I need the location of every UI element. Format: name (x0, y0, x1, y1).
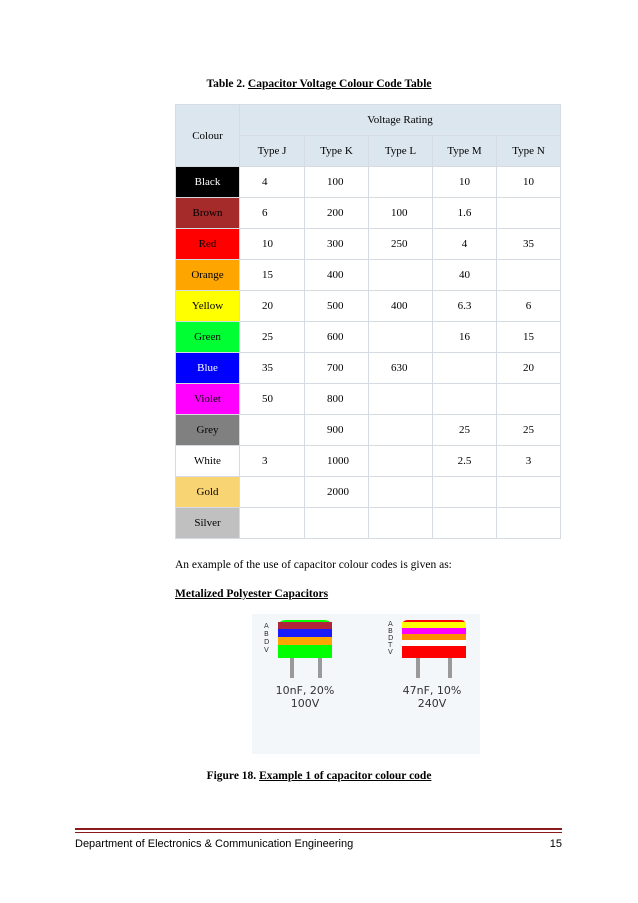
cap2-letter: A (388, 620, 393, 628)
cap1-letter: B (264, 630, 269, 638)
cap2-lead (448, 658, 452, 678)
cap2-band (402, 628, 466, 634)
footer-rule (75, 828, 562, 830)
footer-rule (75, 832, 562, 833)
colour-code-table (175, 104, 561, 539)
value-cell: 6 (497, 291, 561, 322)
value-cell: 700 (305, 353, 369, 384)
value-cell (369, 446, 433, 477)
value-cell: 15 (240, 260, 305, 291)
table-caption (0, 78, 638, 90)
value-cell: 10 (240, 229, 305, 260)
value-cell: 10 (433, 167, 497, 198)
cap1-letter: D (264, 638, 270, 646)
table-row (176, 322, 561, 353)
value-cell (369, 167, 433, 198)
cap2-voltage-label: 240V (417, 697, 447, 710)
value-cell (497, 477, 561, 508)
value-cell: 630 (369, 353, 433, 384)
value-cell (369, 508, 433, 539)
cap1-letter: V (264, 646, 269, 654)
value-cell: 2.5 (433, 446, 497, 477)
table-row (176, 353, 561, 384)
value-cell: 1000 (305, 446, 369, 477)
figure-caption (0, 770, 638, 782)
cap1-lead (290, 658, 294, 678)
value-cell: 2000 (305, 477, 369, 508)
table-row (176, 508, 561, 539)
value-cell (369, 384, 433, 415)
cap1-band (278, 622, 332, 629)
value-cell: 200 (305, 198, 369, 229)
value-cell: 1.6 (433, 198, 497, 229)
value-cell: 4 (240, 167, 305, 198)
cap2-band (402, 634, 466, 640)
colour-cell: Silver (176, 508, 240, 539)
value-cell: 400 (369, 291, 433, 322)
table-row (176, 446, 561, 477)
value-cell: 20 (240, 291, 305, 322)
value-cell: 50 (240, 384, 305, 415)
figure-caption-prefix: Figure 18. (206, 770, 260, 782)
value-cell: 40 (433, 260, 497, 291)
cap2-band (402, 622, 466, 628)
value-cell: 500 (305, 291, 369, 322)
cap2-value-label: 47nF, 10% (402, 684, 462, 697)
colour-cell: Brown (176, 198, 240, 229)
type-header: Type K (305, 136, 369, 167)
value-cell (240, 477, 305, 508)
type-header: Type L (369, 136, 433, 167)
value-cell: 35 (497, 229, 561, 260)
colour-header: Colour (176, 105, 240, 167)
value-cell: 35 (240, 353, 305, 384)
table-row (176, 415, 561, 446)
cap1-lead (318, 658, 322, 678)
value-cell: 250 (369, 229, 433, 260)
colour-cell: Orange (176, 260, 240, 291)
table-row (176, 291, 561, 322)
table-row (176, 198, 561, 229)
type-header: Type M (433, 136, 497, 167)
value-cell (497, 260, 561, 291)
value-cell (497, 384, 561, 415)
value-cell: 25 (497, 415, 561, 446)
cap1-band (278, 645, 332, 658)
example-text: An example of the use of capacitor colour codes is given as: (175, 559, 452, 571)
colour-cell: Yellow (176, 291, 240, 322)
colour-cell: White (176, 446, 240, 477)
cap2-band (402, 640, 466, 646)
voltage-rating-header: Voltage Rating (240, 105, 561, 136)
value-cell: 6 (240, 198, 305, 229)
table-row (176, 260, 561, 291)
table-row (176, 384, 561, 415)
type-header: Type N (497, 136, 561, 167)
cap2-letter: B (388, 627, 393, 635)
value-cell (305, 508, 369, 539)
page-number: 15 (549, 838, 562, 850)
value-cell: 400 (305, 260, 369, 291)
value-cell: 16 (433, 322, 497, 353)
cap1-value-label: 10nF, 20% (275, 684, 335, 697)
value-cell (240, 508, 305, 539)
colour-cell: Grey (176, 415, 240, 446)
value-cell (369, 260, 433, 291)
value-cell: 6.3 (433, 291, 497, 322)
type-header: Type J (240, 136, 305, 167)
value-cell (497, 198, 561, 229)
figure-caption-title: Example 1 of capacitor colour code (259, 770, 432, 782)
value-cell (433, 477, 497, 508)
table-caption-title: Capacitor Voltage Colour Code Table (247, 78, 432, 90)
value-cell: 600 (305, 322, 369, 353)
cap1-voltage-label: 100V (290, 697, 320, 710)
value-cell (369, 477, 433, 508)
cap1-band (278, 629, 332, 637)
cap2-letter: D (388, 634, 394, 642)
value-cell (433, 384, 497, 415)
footer-department: Department of Electronics & Communication Engineering (75, 838, 354, 850)
table-caption-prefix: Table 2. (206, 78, 248, 90)
table-row (176, 477, 561, 508)
cap1-letter: A (264, 622, 269, 630)
colour-cell: Black (176, 167, 240, 198)
capacitor-figure-svg (252, 614, 480, 754)
table-row (176, 229, 561, 260)
value-cell: 100 (369, 198, 433, 229)
value-cell (497, 508, 561, 539)
value-cell: 10 (497, 167, 561, 198)
value-cell: 100 (305, 167, 369, 198)
cap1-band (278, 637, 332, 645)
value-cell: 3 (240, 446, 305, 477)
colour-cell: Green (176, 322, 240, 353)
value-cell: 25 (433, 415, 497, 446)
value-cell: 900 (305, 415, 369, 446)
table-row (176, 167, 561, 198)
value-cell: 25 (240, 322, 305, 353)
value-cell: 20 (497, 353, 561, 384)
sub-heading: Metalized Polyester Capacitors (175, 588, 329, 600)
value-cell (369, 322, 433, 353)
table-body (176, 167, 561, 539)
capacitor-figure (252, 614, 480, 754)
value-cell: 800 (305, 384, 369, 415)
value-cell: 3 (497, 446, 561, 477)
value-cell: 300 (305, 229, 369, 260)
cap2-letter: V (388, 648, 393, 656)
value-cell: 4 (433, 229, 497, 260)
colour-cell: Blue (176, 353, 240, 384)
value-cell (433, 508, 497, 539)
value-cell (433, 353, 497, 384)
cap2-letter: T (388, 641, 393, 649)
colour-cell: Violet (176, 384, 240, 415)
colour-cell: Red (176, 229, 240, 260)
value-cell (369, 415, 433, 446)
value-cell: 15 (497, 322, 561, 353)
cap2-band (402, 646, 466, 658)
cap2-lead (416, 658, 420, 678)
capacitor-1 (264, 620, 334, 710)
value-cell (240, 415, 305, 446)
capacitor-2 (387, 620, 466, 710)
colour-cell: Gold (176, 477, 240, 508)
